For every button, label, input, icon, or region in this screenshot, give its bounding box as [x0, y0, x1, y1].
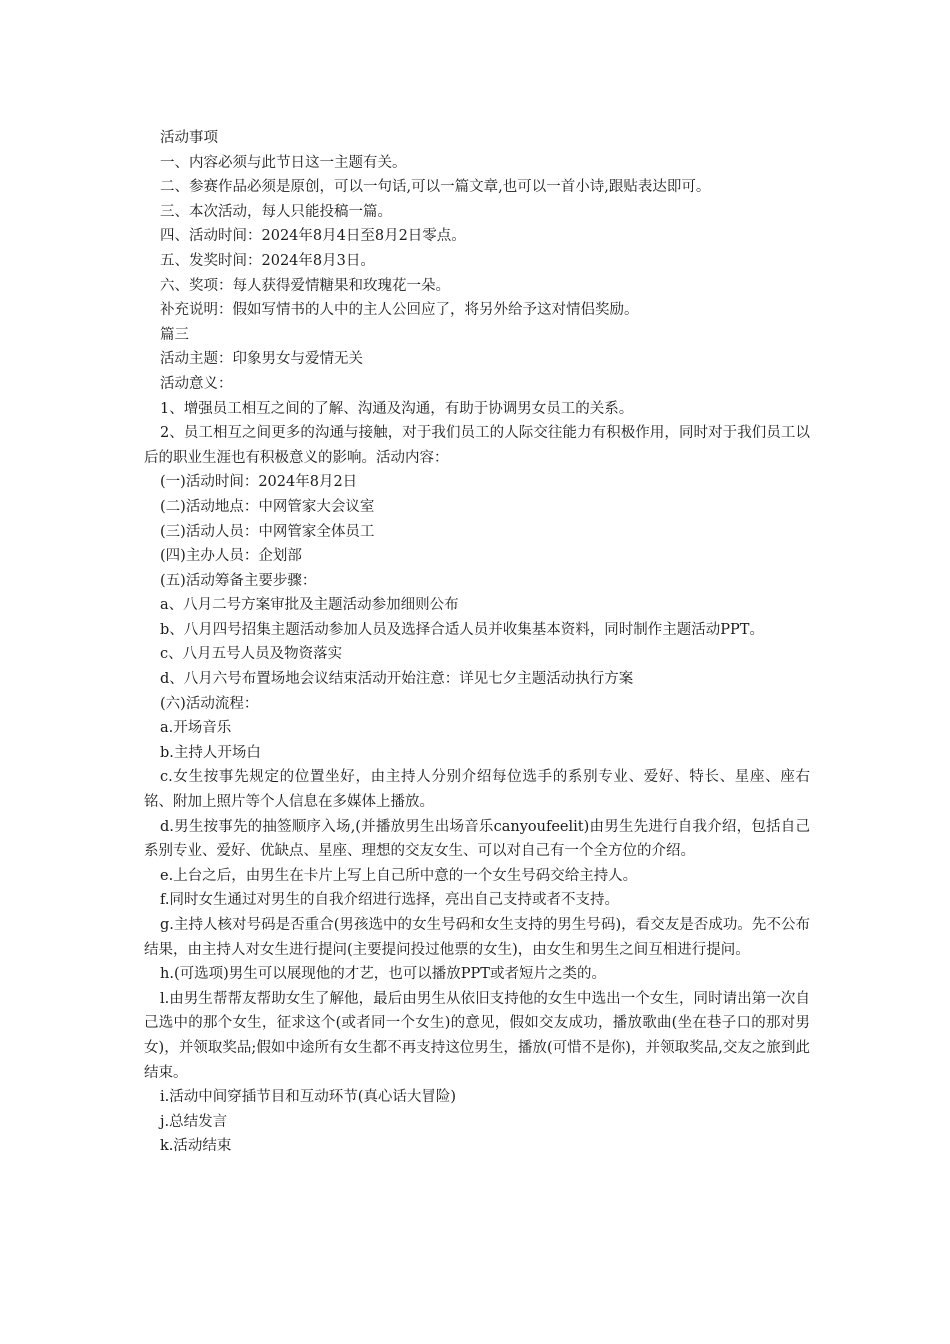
paragraph: d、八月六号布置场地会议结束活动开始注意：详见七夕主题活动执行方案 [160, 671, 634, 688]
paragraph: 活动主题：印象男女与爱情无关 [160, 351, 363, 368]
paragraph: c.女生按事先规定的位置坐好，由主持人分别介绍每位选手的系别专业、爱好、特长、星座、座右铭、附加上照片等个人信息在多媒体上播放。 [144, 769, 810, 811]
paragraph: 四、活动时间：2024年8月4日至8月2日零点。 [160, 228, 466, 245]
paragraph: (六)活动流程： [160, 695, 259, 712]
paragraph: 活动意义： [160, 375, 233, 392]
paragraph: (一)活动时间：2024年8月2日 [160, 474, 358, 491]
document-body [144, 126, 810, 1159]
paragraph: b.主持人开场白 [160, 744, 261, 761]
paragraph: g.主持人核对号码是否重合(男孩选中的女生号码和女生支持的男生号码)，看交友是否成功。先不公布结果，由主持人对女生进行提问(主要提问投过他票的女生)，由女生和男生之间互相进行提问。 [144, 917, 810, 958]
paragraph: a、八月二号方案审批及主题活动参加细则公布 [160, 597, 459, 614]
paragraph: (五)活动筹备主要步骤： [160, 572, 317, 589]
paragraph: 五、发奖时间：2024年8月3日。 [160, 252, 375, 269]
paragraph: d.男生按事先的抽签顺序入场,(并播放男生出场音乐canyoufeelit)由男生先进行自我介绍，包括自己系别专业、爱好、优缺点、星座、理想的交友女生、可以对自己有一个全方位的介绍。 [144, 818, 810, 860]
paragraph: i.活动中间穿插节目和互动环节(真心话大冒险) [160, 1089, 457, 1106]
paragraph: j.总结发言 [160, 1113, 228, 1130]
paragraph: 1、增强员工相互之间的了解、沟通及沟通，有助于协调男女员工的关系。 [160, 400, 634, 417]
paragraph: (二)活动地点：中网管家大会议室 [160, 498, 375, 515]
paragraph: 一、内容必须与此节日这一主题有关。 [160, 154, 407, 171]
paragraph: (四)主办人员：企划部 [160, 548, 302, 565]
paragraph: 活动事项 [160, 130, 218, 146]
paragraph: 三、本次活动，每人只能投稿一篇。 [160, 203, 392, 220]
paragraph: 二、参赛作品必须是原创，可以一句话,可以一篇文章,也可以一首小诗,跟贴表达即可。 [160, 179, 711, 196]
paragraph: b、八月四号招集主题活动参加人员及选择合适人员并收集基本资料，同时制作主题活动PPT。 [160, 621, 764, 638]
section-heading: 篇三 [160, 326, 189, 343]
paragraph: 补充说明：假如写情书的人中的主人公回应了，将另外给予这对情侣奖励。 [160, 302, 639, 319]
paragraph: c、八月五号人员及物资落实 [160, 646, 343, 663]
paragraph: (三)活动人员：中网管家全体员工 [160, 523, 375, 540]
paragraph: 2、员工相互之间更多的沟通与接触，对于我们员工的人际交往能力有积极作用，同时对于我们员工以后的职业生涯也有积极意义的影响。活动内容： [144, 425, 810, 466]
paragraph: a.开场音乐 [160, 720, 232, 737]
paragraph: k.活动结束 [160, 1138, 232, 1155]
paragraph: h.(可选项)男生可以展现他的才艺，也可以播放PPT或者短片之类的。 [160, 966, 606, 983]
paragraph: 六、奖项：每人获得爱情糖果和玫瑰花一朵。 [160, 277, 450, 294]
paragraph: l.由男生帮帮友帮助女生了解他，最后由男生从依旧支持他的女生中选出一个女生，同时请出第一次自己选中的那个女生，征求这个(或者同一个女生)的意见，假如交友成功，播放歌曲(坐在巷子口的那对男女)，并领取奖品;假如中途所有女生都不再支持这位男生，播放(可惜不是你)，并领取奖品,交友之旅到此结束。 [144, 990, 810, 1081]
paragraph: f.同时女生通过对男生的自我介绍进行选择，亮出自己支持或者不支持。 [160, 892, 619, 909]
paragraph: e.上台之后，由男生在卡片上写上自己所中意的一个女生号码交给主持人。 [160, 867, 638, 884]
